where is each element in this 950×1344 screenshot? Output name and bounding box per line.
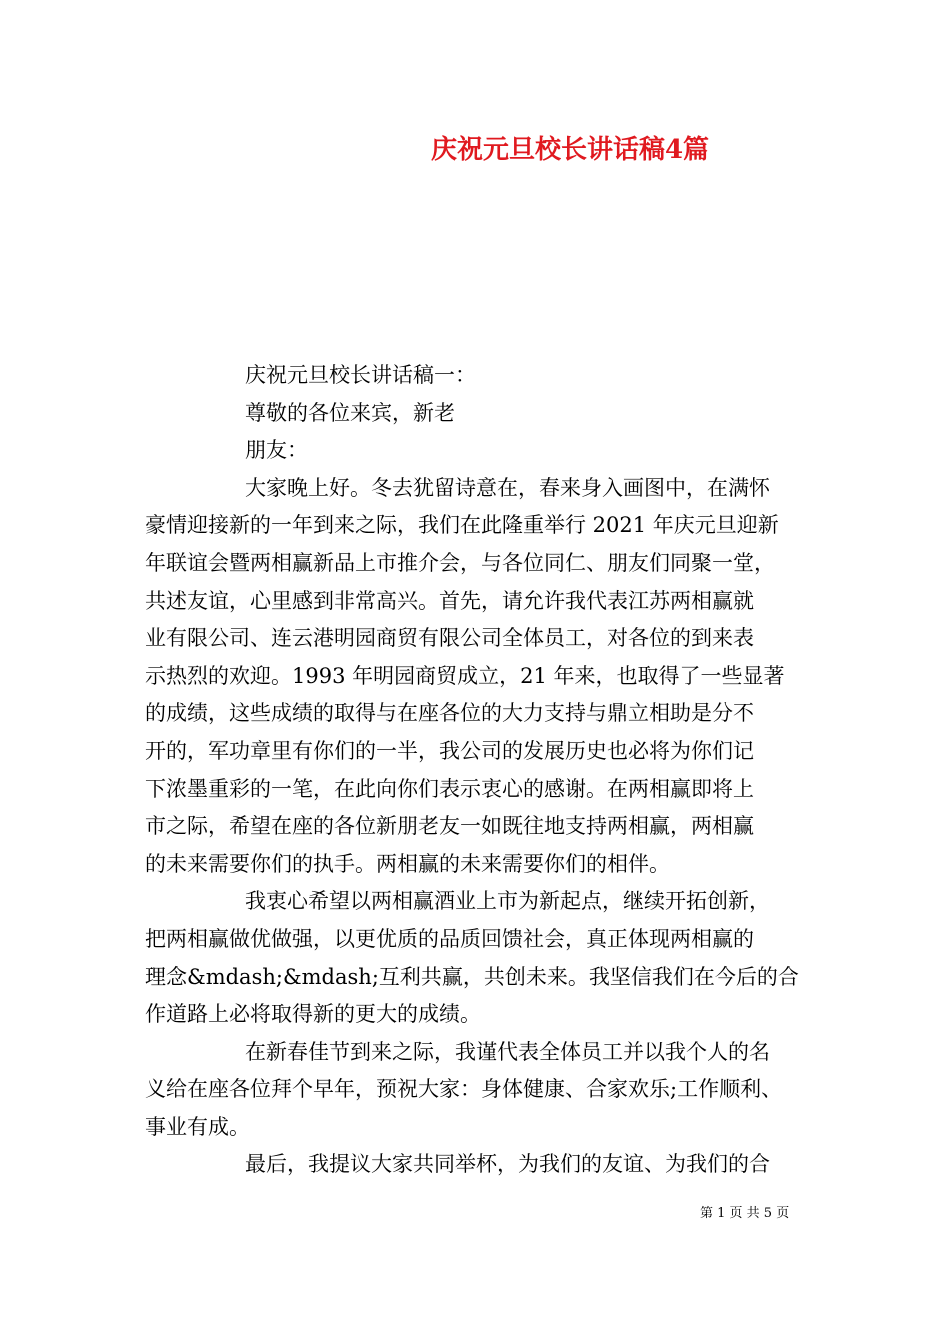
paragraph-line: 义给在座各位拜个早年，预祝大家：身体健康、合家欢乐;工作顺利、: [145, 1077, 783, 1102]
paragraph-line: 在新春佳节到来之际，我谨代表全体员工并以我个人的名: [245, 1039, 770, 1064]
paragraph-line: 作道路上必将取得新的更大的成绩。: [145, 1002, 481, 1027]
paragraph-line: 理念&mdash;&mdash;互利共赢，共创未来。我坚信我们在今后的合: [145, 964, 799, 989]
paragraph-line: 共述友谊，心里感到非常高兴。首先，请允许我代表江苏两相赢就: [145, 588, 754, 613]
paragraph-line: 市之际，希望在座的各位新朋老友一如既往地支持两相赢，两相赢: [145, 814, 754, 839]
paragraph-line: 我衷心希望以两相赢酒业上市为新起点，继续开拓创新，: [245, 889, 770, 914]
document-title: 庆祝元旦校长讲话稿4篇: [430, 135, 710, 165]
paragraph-line: 下浓墨重彩的一笔，在此向你们表示衷心的感谢。在两相赢即将上: [145, 776, 754, 801]
paragraph-line: 年联谊会暨两相赢新品上市推介会，与各位同仁、朋友们同聚一堂，: [145, 550, 775, 575]
salutation-line: 尊敬的各位来宾，新老: [245, 400, 455, 425]
paragraph-line: 大家晚上好。冬去犹留诗意在，春来身入画图中，在满怀: [245, 475, 770, 500]
paragraph-line: 豪情迎接新的一年到来之际，我们在此隆重举行 2021 年庆元旦迎新: [145, 513, 779, 538]
paragraph-line: 最后，我提议大家共同举杯，为我们的友谊、为我们的合: [245, 1152, 770, 1177]
paragraph-line: 示热烈的欢迎。1993 年明园商贸成立，21 年来，也取得了一些显著: [145, 663, 785, 688]
paragraph-line: 把两相赢做优做强，以更优质的品质回馈社会，真正体现两相赢的: [145, 926, 754, 951]
paragraph-line: 的成绩，这些成绩的取得与在座各位的大力支持与鼎立相助是分不: [145, 701, 754, 726]
paragraph-line: 开的，军功章里有你们的一半，我公司的发展历史也必将为你们记: [145, 738, 754, 763]
paragraph-line: 业有限公司、连云港明园商贸有限公司全体员工，对各位的到来表: [145, 626, 754, 651]
paragraph-line: 事业有成。: [145, 1114, 250, 1139]
salutation-line: 朋友：: [245, 438, 308, 463]
section-heading: 庆祝元旦校长讲话稿一：: [245, 363, 476, 387]
document-body: [145, 357, 810, 1184]
paragraph-line: 的未来需要你们的执手。两相赢的未来需要你们的相伴。: [145, 851, 670, 876]
page-footer: 第 1 页 共 5 页: [700, 1206, 790, 1221]
